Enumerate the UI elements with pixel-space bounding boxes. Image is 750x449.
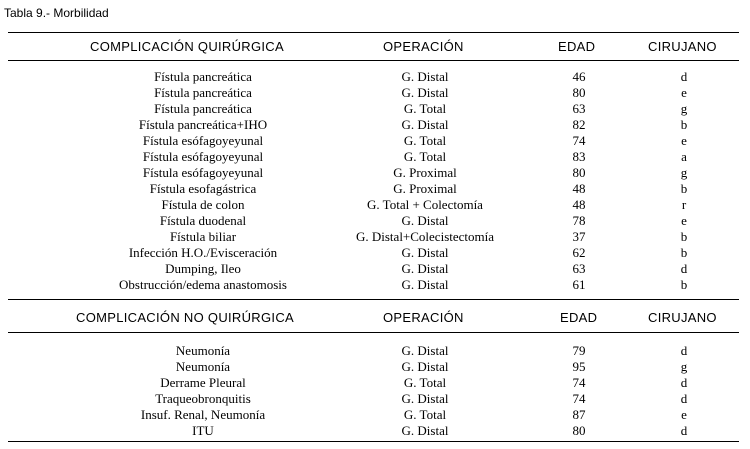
complication-cell: Derrame Pleural (160, 375, 246, 390)
top-rule (8, 32, 739, 33)
age-cell: 82 (572, 117, 586, 132)
complication-cell: Fístula pancreática (154, 69, 252, 84)
table-row (0, 359, 750, 375)
complication-cell: Fístula esófagoyeyunal (142, 165, 264, 180)
operation-cell: G. Total (403, 133, 447, 148)
table-caption: Tabla 9.- Morbilidad (4, 6, 109, 20)
age-cell: 95 (572, 359, 586, 374)
header-rule-2 (8, 332, 739, 333)
surgeon-cell: e (681, 213, 687, 228)
operation-cell: G. Total (403, 375, 447, 390)
surgeon-cell: d (680, 391, 688, 406)
operation-cell: G. Distal (401, 261, 449, 276)
operation-cell: G. Distal (401, 343, 449, 358)
operation-cell: G. Distal (401, 423, 449, 438)
operation-cell: G. Distal (401, 117, 449, 132)
complication-cell: Dumping, Ileo (165, 261, 241, 276)
complication-cell: Insuf. Renal, Neumonía (140, 407, 266, 422)
operation-cell: G. Distal (401, 277, 449, 292)
surgeon-cell: b (680, 181, 688, 196)
surgeon-cell: d (680, 261, 688, 276)
age-cell: 78 (572, 213, 586, 228)
section-rule (8, 299, 739, 300)
header-edad: EDAD (558, 39, 596, 54)
table-row (0, 165, 750, 181)
header-complicacion-no-quirurgica: COMPLICACIÓN NO QUIRÚRGICA (76, 310, 294, 325)
operation-cell: G. Total + Colectomía (367, 197, 483, 212)
complication-cell: Fístula duodenal (159, 213, 247, 228)
table-row (0, 213, 750, 229)
operation-cell: G. Distal (401, 69, 449, 84)
age-cell: 80 (572, 85, 586, 100)
complication-cell: ITU (192, 423, 214, 438)
age-cell: 79 (572, 343, 586, 358)
table-row (0, 101, 750, 117)
surgeon-cell: g (680, 101, 688, 116)
age-cell: 48 (572, 181, 586, 196)
operation-cell: G. Distal (401, 213, 449, 228)
surgeon-cell: d (680, 69, 688, 84)
surgeon-cell: g (680, 359, 688, 374)
complication-cell: Fístula esofagástrica (149, 181, 257, 196)
surgeon-cell: d (680, 343, 688, 358)
age-cell: 74 (572, 375, 586, 390)
complication-cell: Fístula esófagoyeyunal (142, 149, 264, 164)
surgeon-cell: d (680, 423, 688, 438)
age-cell: 74 (572, 391, 586, 406)
complication-cell: Fístula de colon (161, 197, 245, 212)
operation-cell: G. Proximal (393, 181, 457, 196)
operation-cell: G. Total (403, 149, 447, 164)
table-row (0, 69, 750, 85)
age-cell: 83 (572, 149, 586, 164)
header-cirujano-2: CIRUJANO (648, 310, 717, 325)
surgeon-cell: r (681, 197, 687, 212)
age-cell: 87 (572, 407, 586, 422)
header-edad-2: EDAD (560, 310, 598, 325)
header-operacion-2: OPERACIÓN (383, 310, 464, 325)
table-row (0, 197, 750, 213)
table-row (0, 407, 750, 423)
age-cell: 48 (572, 197, 586, 212)
age-cell: 37 (572, 229, 586, 244)
table-row (0, 277, 750, 293)
age-cell: 80 (572, 165, 586, 180)
complication-cell: Fístula pancreática (154, 85, 252, 100)
age-cell: 80 (572, 423, 586, 438)
complication-cell: Neumonía (175, 343, 231, 358)
table-row (0, 391, 750, 407)
header-complicacion-quirurgica: COMPLICACIÓN QUIRÚRGICA (90, 39, 284, 54)
table-row (0, 85, 750, 101)
table-row (0, 245, 750, 261)
table-row (0, 261, 750, 277)
table-row (0, 423, 750, 439)
surgeon-cell: a (681, 149, 687, 164)
table-row (0, 149, 750, 165)
table-row (0, 133, 750, 149)
complication-cell: Neumonía (175, 359, 231, 374)
surgeon-cell: g (680, 165, 688, 180)
table-row (0, 117, 750, 133)
complication-cell: Fístula pancreática+IHO (138, 117, 268, 132)
operation-cell: G. Distal (401, 391, 449, 406)
operation-cell: G. Distal+Colecistectomía (355, 229, 495, 244)
header-operacion: OPERACIÓN (383, 39, 464, 54)
age-cell: 46 (572, 69, 586, 84)
surgeon-cell: b (680, 277, 688, 292)
age-cell: 61 (572, 277, 586, 292)
age-cell: 63 (572, 261, 586, 276)
complication-cell: Traqueobronquitis (155, 391, 251, 406)
operation-cell: G. Total (403, 101, 447, 116)
surgeon-cell: e (681, 133, 687, 148)
surgeon-cell: e (681, 85, 687, 100)
complication-cell: Fístula esófagoyeyunal (142, 133, 264, 148)
complication-cell: Fístula biliar (169, 229, 237, 244)
surgeon-cell: b (680, 245, 688, 260)
surgeon-cell: e (681, 407, 687, 422)
surgeon-cell: b (680, 117, 688, 132)
complication-cell: Fístula pancreática (154, 101, 252, 116)
header-cirujano: CIRUJANO (648, 39, 717, 54)
complication-cell: Infección H.O./Evisceración (128, 245, 278, 260)
bottom-rule (8, 441, 739, 442)
operation-cell: G. Distal (401, 359, 449, 374)
operation-cell: G. Distal (401, 245, 449, 260)
header-rule (8, 60, 739, 61)
operation-cell: G. Total (403, 407, 447, 422)
age-cell: 62 (572, 245, 586, 260)
table-row (0, 375, 750, 391)
age-cell: 74 (572, 133, 586, 148)
surgeon-cell: b (680, 229, 688, 244)
surgeon-cell: d (680, 375, 688, 390)
age-cell: 63 (572, 101, 586, 116)
table-row (0, 181, 750, 197)
table-row (0, 229, 750, 245)
complication-cell: Obstrucción/edema anastomosis (119, 277, 287, 292)
operation-cell: G. Distal (401, 85, 449, 100)
operation-cell: G. Proximal (393, 165, 457, 180)
table-row (0, 343, 750, 359)
